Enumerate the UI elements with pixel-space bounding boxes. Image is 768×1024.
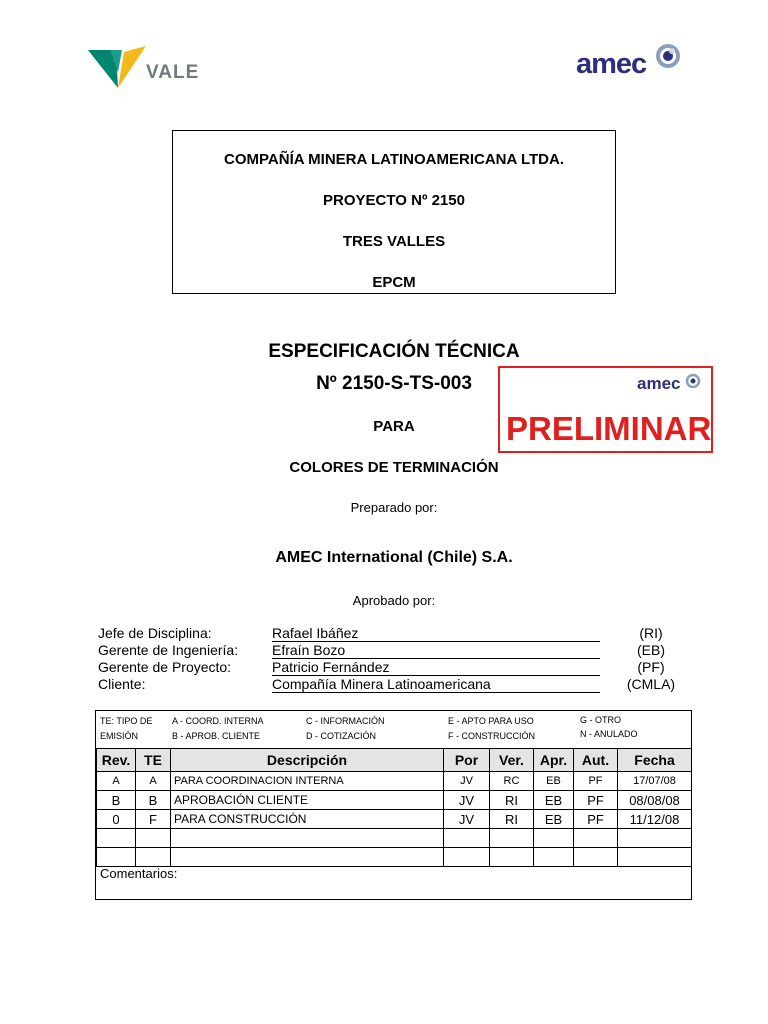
table-row-empty [97,848,692,867]
column-header: TE [136,749,171,772]
legend-item: G - OTRO [580,715,621,725]
table-cell: PARA CONSTRUCCIÓN [171,810,444,829]
table-row [97,772,692,791]
table-cell: PF [574,772,618,791]
table-cell: PF [574,810,618,829]
table-header-row [97,749,692,772]
amec-logo [572,42,692,86]
spec-number: Nº 2150-S-TS-003 [316,373,472,394]
legend-te-label: TE: TIPO DE [100,716,153,726]
vale-logo-icon [88,42,148,90]
approval-role: Gerente de Proyecto: [98,659,232,675]
table-cell: JV [444,791,490,810]
table-cell: 0 [97,810,136,829]
approval-role: Jefe de Disciplina: [98,625,212,641]
table-cell: A [136,772,171,791]
project-header-box [172,130,616,294]
table-row [97,810,692,829]
approval-row [98,642,678,659]
table-cell: RC [490,772,534,791]
table-cell: RI [490,791,534,810]
legend-te-label: EMISIÓN [100,731,139,741]
approval-code: (PF) [637,659,665,675]
approval-name: Rafael Ibáñez [272,625,600,642]
table-row [97,791,692,810]
table-cell: A [97,772,136,791]
table-cell: EB [534,772,574,791]
contract-type: EPCM [372,274,416,291]
legend-item: B - APROB. CLIENTE [172,731,261,741]
table-cell: 17/07/08 [618,772,692,791]
spec-para: PARA [373,418,415,435]
table-cell: B [97,791,136,810]
legend-item: C - INFORMACIÓN [306,716,385,726]
approval-name: Patricio Fernández [272,659,600,676]
table-cell: 08/08/08 [618,791,692,810]
comments-label: Comentarios: [100,866,178,881]
table-row-empty [97,829,692,848]
table-cell: F [136,810,171,829]
prepared-label: Preparado por: [350,500,438,515]
approval-row [98,676,678,693]
approval-row [98,659,678,676]
project-number: PROYECTO Nº 2150 [323,192,465,209]
vale-logo [88,42,218,90]
approval-role: Cliente: [98,676,146,692]
legend-item: N - ANULADO [580,729,638,739]
stamp-text: PRELIMINAR [506,410,712,447]
spec-subject: COLORES DE TERMINACIÓN [289,459,499,476]
revision-table [96,748,692,867]
table-cell: B [136,791,171,810]
column-header: Apr. [534,749,574,772]
table-cell: JV [444,772,490,791]
approval-code: (CMLA) [626,676,676,692]
approval-code: (RI) [639,625,663,641]
table-cell: PF [574,791,618,810]
amec-logo-text: amec [576,48,647,80]
spec-title: ESPECIFICACIÓN TÉCNICA [268,341,520,362]
column-header: Aut. [574,749,618,772]
column-header: Fecha [618,749,692,772]
column-header: Rev. [97,749,136,772]
column-header: Por [444,749,490,772]
preliminar-stamp [498,366,713,453]
stamp-amec-logo: amec [637,374,681,393]
vale-logo-text: VALE [146,62,200,83]
project-site: TRES VALLES [342,233,446,250]
approval-role: Gerente de Ingeniería: [98,642,239,658]
legend-item: F - CONSTRUCCIÓN [448,731,535,741]
approval-name: Compañía Minera Latinoamericana [272,676,600,693]
revision-block [95,710,692,900]
approved-label: Aprobado por: [352,593,436,608]
prepared-by: AMEC International (Chile) S.A. [275,549,513,566]
approval-row [98,625,678,642]
company-name: COMPAÑÍA MINERA LATINOAMERICANA LTDA. [224,151,564,168]
table-cell: 11/12/08 [618,810,692,829]
legend-item: A - COORD. INTERNA [172,716,264,726]
table-cell: RI [490,810,534,829]
approval-name: Efraín Bozo [272,642,600,659]
table-cell: EB [534,791,574,810]
approval-code: (EB) [637,642,665,658]
legend-item: D - COTIZACIÓN [306,731,376,741]
legend-item: E - APTO PARA USO [448,716,534,726]
column-header: Ver. [490,749,534,772]
column-header: Descripción [171,749,444,772]
table-cell: PARA COORDINACION INTERNA [171,772,444,791]
table-cell: APROBACIÓN CLIENTE [171,791,444,810]
table-cell: JV [444,810,490,829]
table-cell: EB [534,810,574,829]
amec-swirl-icon [654,42,682,72]
stamp-amec-swirl-icon [685,373,701,389]
